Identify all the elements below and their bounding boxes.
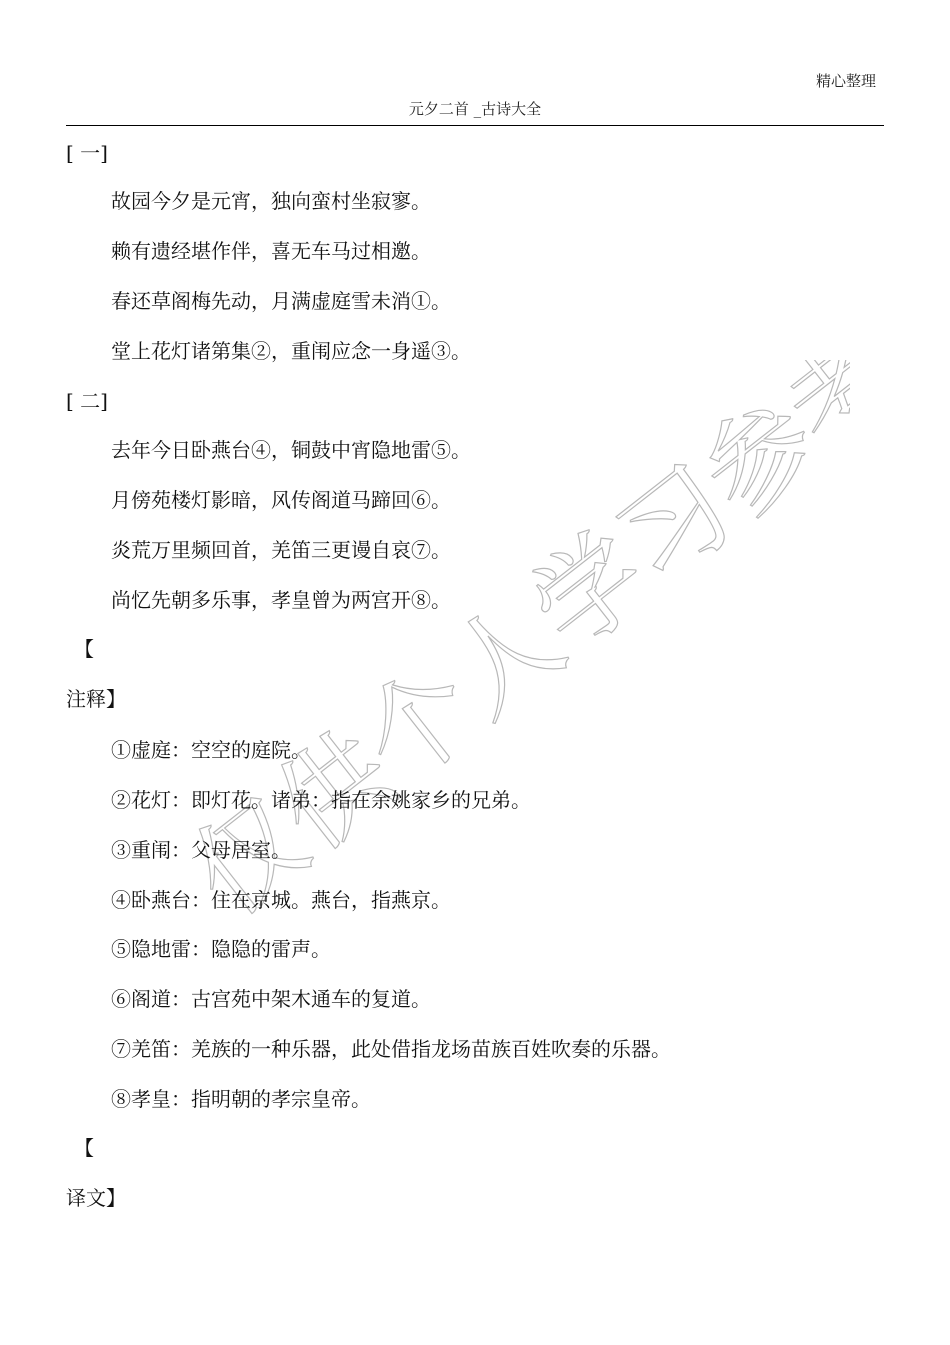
note-item-8: ⑧孝皇：指明朝的孝宗皇帝。 [111,1087,371,1111]
header-divider [66,125,884,126]
poem-1-line-3: 春还草阁梅先动，月满虚庭雪未消①。 [111,289,451,313]
poem-2-line-2: 月傍苑楼灯影暗，风传阁道马蹄回⑥。 [111,488,451,512]
watermark-text: 仅供个人学习参考 [170,360,850,941]
poem-2-line-1: 去年今日卧燕台④，铜鼓中宵隐地雷⑤。 [111,438,471,462]
poem-1-line-1: 故园今夕是元宵，独向蛮村坐寂寥。 [111,189,431,213]
note-item-3: ③重闱：父母居室。 [111,838,291,862]
poem-1-line-2: 赖有遗经堪作伴，喜无车马过相邀。 [111,239,431,263]
note-item-6: ⑥阁道：古宫苑中架木通车的复道。 [111,987,431,1011]
poem-1-heading: [ 一] [66,141,108,165]
poem-2-line-3: 炎荒万里频回首，羌笛三更谩自哀⑦。 [111,538,451,562]
poem-2-heading: [ 二] [66,389,108,413]
translation-label: 译文】 [66,1186,126,1210]
note-item-5: ⑤隐地雷：隐隐的雷声。 [111,937,331,961]
note-item-7: ⑦羌笛：羌族的一种乐器，此处借指龙场苗族百姓吹奏的乐器。 [111,1037,671,1061]
note-item-1: ①虚庭：空空的庭院。 [111,738,311,762]
note-item-4: ④卧燕台：住在京城。燕台，指燕京。 [111,888,451,912]
poem-1-line-4: 堂上花灯诸第集②，重闱应念一身遥③。 [111,339,471,363]
notes-label: 注释】 [66,687,126,711]
note-item-2: ②花灯：即灯花。诸弟：指在余姚家乡的兄弟。 [111,788,531,812]
poem-2-line-4: 尚忆先朝多乐事，孝皇曾为两宫开⑧。 [111,588,451,612]
translation-open-bracket: 【 [74,1136,94,1160]
corner-note: 精心整理 [815,72,876,90]
notes-open-bracket: 【 [74,637,94,661]
document-header-title: 元夕二首 _古诗大全 [408,100,542,118]
